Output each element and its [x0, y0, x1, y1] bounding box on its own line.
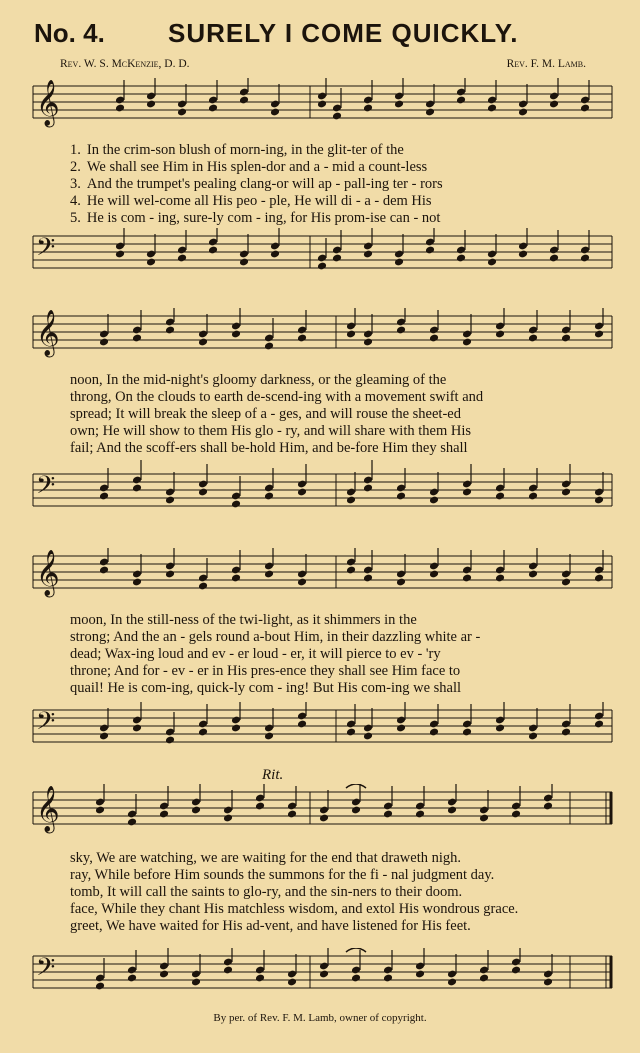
verse-number: 1.: [70, 142, 81, 158]
note-head: [594, 496, 604, 505]
note-head: [132, 578, 142, 587]
note-head: [132, 334, 142, 343]
note-head: [198, 728, 208, 737]
note-head: [429, 496, 439, 505]
note-head: [394, 258, 404, 267]
note-head: [456, 96, 466, 105]
note-head: [396, 492, 406, 501]
verse-number: 5.: [70, 210, 81, 226]
note-head: [528, 334, 538, 343]
note-head: [396, 724, 406, 733]
lyric-line: strong; And the an - gels round a-bout Him, in their dazzling white ar -: [70, 629, 481, 645]
note-head: [146, 258, 156, 267]
note-head: [99, 732, 109, 741]
note-head: [363, 250, 373, 259]
note-head: [561, 488, 571, 497]
note-group-5: [99, 548, 604, 590]
note-head: [495, 574, 505, 583]
note-head: [462, 488, 472, 497]
note-head: [396, 326, 406, 335]
note-head: [115, 104, 125, 113]
note-head: [255, 974, 265, 983]
note-head: [177, 108, 187, 117]
note-head: [146, 100, 156, 109]
note-head: [297, 578, 307, 587]
note-head: [264, 732, 274, 741]
note-head: [383, 974, 393, 983]
note-head: [132, 724, 142, 733]
note-head: [127, 818, 137, 827]
note-head: [223, 966, 233, 975]
note-head: [264, 570, 274, 579]
note-head: [518, 108, 528, 117]
lyric-line: fail; And the scoff-ers shall be-hold Him, and be-fore Him they shall: [70, 440, 468, 456]
note-head: [394, 100, 404, 109]
note-head: [319, 970, 329, 979]
note-head: [223, 814, 233, 823]
note-head: [363, 574, 373, 583]
note-head: [231, 330, 241, 339]
lyric-line: quail! He is com-ing, quick-ly com - ing! But His com-ing we shall: [70, 680, 462, 696]
treble-clef-icon: 𝄞: [36, 786, 60, 831]
note-head: [264, 342, 274, 351]
note-head: [543, 978, 553, 987]
note-head: [580, 104, 590, 113]
lyric-line: greet, We have waited for His ad-vent, and have listened for His feet.: [70, 918, 471, 934]
note-head: [363, 732, 373, 741]
note-head: [425, 108, 435, 117]
lyric-line: throng, On the clouds to earth de-scend-ing with a movement swift and: [70, 389, 484, 405]
treble-clef-icon: 𝄞: [36, 550, 60, 595]
treble-clef-icon: 𝄞: [36, 310, 60, 355]
note-head: [297, 334, 307, 343]
treble-staff-3: [0, 548, 640, 610]
note-head: [511, 966, 521, 975]
note-head: [208, 246, 218, 255]
note-head: [287, 810, 297, 819]
note-head: [198, 582, 208, 591]
note-head: [127, 974, 137, 983]
note-head: [543, 802, 553, 811]
note-head: [429, 570, 439, 579]
lyric-line: 1. In the crim-son blush of morn-ing, in the glit-ter of the: [70, 142, 404, 158]
note-head: [462, 574, 472, 583]
note-head: [462, 728, 472, 737]
note-head: [363, 484, 373, 493]
fermata-icon: [346, 784, 366, 788]
note-head: [99, 338, 109, 347]
verse-number: 2.: [70, 159, 81, 175]
note-head: [518, 250, 528, 259]
bass-staff-2: [0, 458, 640, 534]
note-head: [561, 728, 571, 737]
treble-staff-4: [0, 784, 640, 846]
note-head: [415, 970, 425, 979]
note-head: [95, 806, 105, 815]
note-head: [346, 728, 356, 737]
note-group-2: [115, 228, 590, 270]
lyric-line: noon, In the mid-night's gloomy darkness, or the gleaming of the: [70, 372, 447, 388]
note-head: [239, 258, 249, 267]
note-head: [346, 496, 356, 505]
note-head: [495, 724, 505, 733]
note-head: [351, 974, 361, 983]
note-head: [115, 250, 125, 259]
note-head: [255, 802, 265, 811]
note-head: [383, 810, 393, 819]
note-head: [319, 814, 329, 823]
note-group-6: [99, 702, 604, 744]
bass-staff-1: [0, 228, 640, 278]
note-group-1: [115, 78, 590, 120]
note-group-4: [99, 460, 604, 508]
note-head: [549, 100, 559, 109]
lyric-line: tomb, It will call the saints to glo-ry, and the sin-ners to their doom.: [70, 884, 463, 900]
note-head: [99, 492, 109, 501]
lyric-line: ray, While before Him sounds the summons for the fi - nal judgment day.: [70, 867, 495, 883]
note-head: [270, 108, 280, 117]
bass-clef-icon: 𝄢: [36, 708, 56, 741]
note-head: [231, 724, 241, 733]
note-head: [159, 970, 169, 979]
note-head: [177, 254, 187, 263]
bass-staff-4: [0, 948, 640, 1000]
bass-clef-icon: 𝄢: [36, 472, 56, 505]
note-head: [165, 326, 175, 335]
note-head: [270, 250, 280, 259]
note-head: [191, 806, 201, 815]
lyrics-block-3: [70, 612, 610, 697]
lyric-line: face, While they chant His matchless wisdom, and extol His wondrous grace.: [70, 901, 519, 917]
note-head: [231, 574, 241, 583]
note-head: [239, 96, 249, 105]
note-head: [456, 254, 466, 263]
hymn-title: SURELY I COME QUICKLY.: [168, 18, 519, 48]
note-head: [208, 104, 218, 113]
note-head: [425, 246, 435, 255]
note-head: [132, 484, 142, 493]
note-head: [99, 566, 109, 575]
note-group-3: [99, 308, 604, 350]
note-head: [447, 806, 457, 815]
treble-clef-icon: 𝄞: [36, 80, 60, 125]
lyrics-block-1: [70, 142, 610, 227]
note-head: [511, 810, 521, 819]
copyright-notice: By per. of Rev. F. M. Lamb, owner of copyright.: [213, 1012, 427, 1024]
note-head: [528, 492, 538, 501]
note-head: [191, 978, 201, 987]
note-head: [429, 334, 439, 343]
note-head: [396, 578, 406, 587]
note-head: [351, 806, 361, 815]
note-head: [594, 720, 604, 729]
lyric-line: 4. He will wel-come all His peo - ple, He will di - a - dem His: [70, 193, 432, 209]
note-head: [159, 810, 169, 819]
note-head: [462, 338, 472, 347]
note-group-7: [95, 784, 553, 826]
note-head: [165, 736, 175, 745]
note-head: [231, 500, 241, 509]
composer-credit: Rev. F. M. Lamb.: [506, 58, 586, 70]
treble-staff-2: [0, 308, 640, 370]
note-head: [346, 330, 356, 339]
note-head: [317, 262, 327, 271]
lyrics-block-4: [70, 850, 610, 935]
note-head: [95, 982, 105, 991]
ritardando-mark: Rit.: [262, 767, 284, 783]
verse-number: 4.: [70, 193, 81, 209]
note-head: [264, 492, 274, 501]
lyric-line: dead; Wax-ing loud and ev - er loud - er, it will pierce to ev - 'ry: [70, 646, 441, 662]
lyric-line: 2. We shall see Him in His splen-dor and a - mid a count-less: [70, 159, 428, 175]
note-head: [479, 974, 489, 983]
note-head: [580, 254, 590, 263]
note-head: [561, 578, 571, 587]
lyric-line: own; He will show to them His glo - ry, and will share with them His: [70, 423, 471, 439]
note-head: [549, 254, 559, 263]
note-head: [363, 104, 373, 113]
note-head: [528, 732, 538, 741]
hymn-number: No. 4.: [34, 18, 105, 48]
verse-number: 3.: [70, 176, 81, 192]
fermata-icon: [346, 948, 366, 952]
note-group-8: [95, 948, 553, 990]
lyrics-block-2: [70, 372, 610, 457]
note-head: [594, 574, 604, 583]
lyric-line: 3. And the trumpet's pealing clang-or will ap - pall-ing ter - rors: [70, 176, 443, 192]
note-head: [487, 258, 497, 267]
bass-clef-icon: 𝄢: [36, 954, 56, 987]
note-head: [332, 254, 342, 263]
note-head: [297, 720, 307, 729]
note-head: [317, 100, 327, 109]
note-head: [495, 492, 505, 501]
note-head: [495, 330, 505, 339]
note-head: [287, 978, 297, 987]
note-head: [297, 488, 307, 497]
lyric-line: moon, In the still-ness of the twi-light, as it shimmers in the: [70, 612, 417, 628]
note-head: [429, 728, 439, 737]
lyric-line: spread; It will break the sleep of a - ges, and will rouse the sheet-ed: [70, 406, 461, 422]
note-head: [479, 814, 489, 823]
note-head: [363, 338, 373, 347]
treble-staff-1: [0, 78, 640, 140]
bass-clef-icon: 𝄢: [36, 234, 56, 267]
note-head: [165, 570, 175, 579]
note-head: [198, 338, 208, 347]
lyric-line: sky, We are watching, we are waiting for the end that draweth nigh.: [70, 850, 462, 866]
lyricist-credit: Rev. W. S. McKenzie, D. D.: [60, 58, 190, 70]
note-head: [487, 104, 497, 113]
note-head: [165, 496, 175, 505]
bass-staff-3: [0, 702, 640, 754]
note-head: [447, 978, 457, 987]
note-head: [528, 570, 538, 579]
hymn-header: [0, 18, 640, 54]
note-head: [561, 334, 571, 343]
note-head: [415, 810, 425, 819]
note-head: [594, 330, 604, 339]
lyric-line: 5. He is com - ing, sure-ly com - ing, for His prom-ise can - not: [70, 210, 441, 226]
note-head: [332, 112, 342, 121]
note-head: [346, 566, 356, 575]
lyric-line: throne; And for - ev - er in His pres-ence they shall see Him face to: [70, 663, 461, 679]
note-head: [198, 488, 208, 497]
